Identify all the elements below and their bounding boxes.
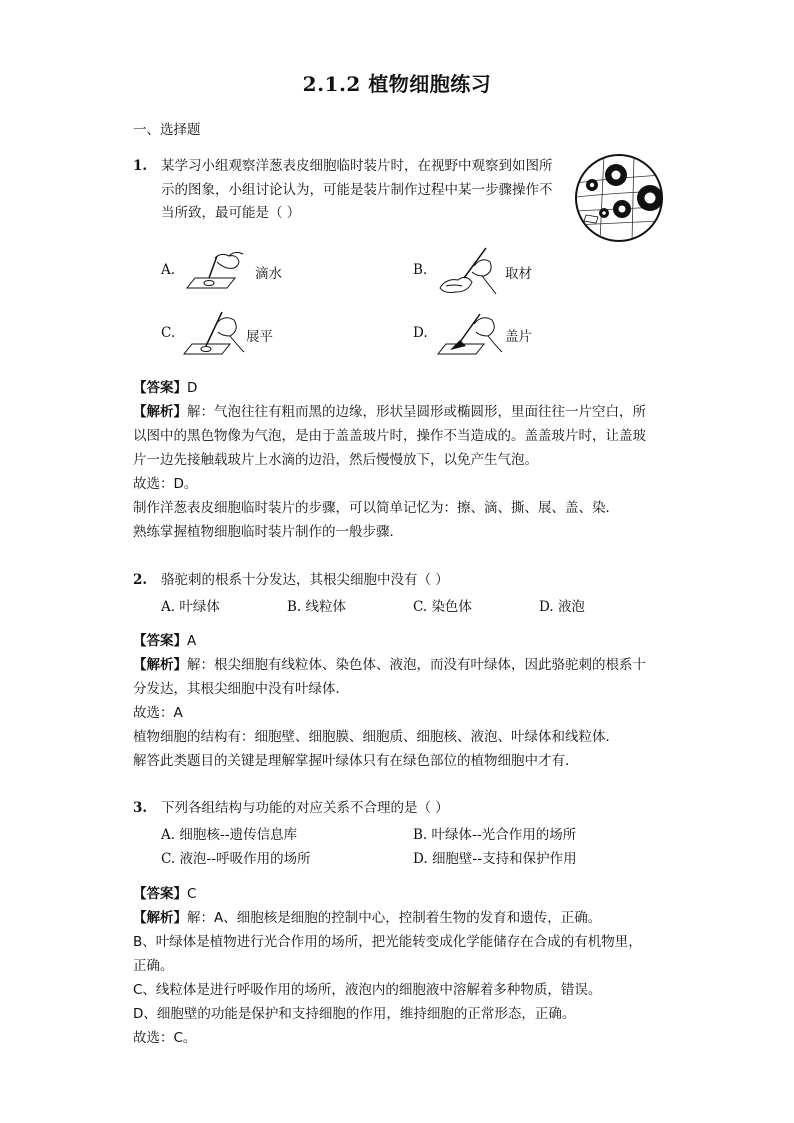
page-title: 2.1.2 植物细胞练习: [302, 72, 492, 96]
section-heading: 一、选择题: [133, 122, 201, 138]
answer-label: 【答案】: [133, 886, 187, 902]
question-3-number: 3.: [133, 800, 148, 816]
q2-analysis-line-3: 故选：A: [133, 705, 183, 721]
answer-label: 【答案】: [133, 380, 187, 396]
question-1-line-3: 当所致，最可能是（ ）: [161, 205, 301, 221]
covering-slip-figure: [436, 306, 506, 356]
question-1-number: 1.: [133, 158, 148, 174]
answer-value: D: [187, 380, 198, 396]
option-text: 细胞核--遗传信息库: [179, 827, 298, 843]
q1-analysis-line-4: 故选：D。: [133, 476, 198, 492]
question-1-line-1: 某学习小组观察洋葱表皮细胞临时装片时，在视野中观察到如图所: [161, 158, 553, 174]
q1-option-a-label: 滴水: [255, 266, 282, 282]
microscope-field-figure: [574, 153, 664, 243]
q1-option-b[interactable]: [413, 262, 427, 278]
q1-option-a[interactable]: [161, 262, 175, 278]
q3-answer: [133, 884, 196, 904]
q3-option-c[interactable]: [161, 847, 311, 867]
analysis-text: 解：气泡往往有粗而黑的边缘，形状呈圆形或椭圆形，里面往往一片空白，所: [187, 404, 646, 420]
q1-analysis-line-6: 熟练掌握植物细胞临时装片制作的一般步骤．: [133, 524, 403, 540]
q2-option-d[interactable]: [539, 595, 585, 615]
q3-option-a[interactable]: [161, 823, 297, 843]
q1-analysis-line-5: 制作洋葱表皮细胞临时装片的步骤，可以简单记忆为：擦、滴、撕、展、盖、染．: [133, 500, 619, 516]
option-letter: A.: [161, 827, 176, 843]
option-letter: C.: [161, 325, 176, 341]
analysis-text: 解：A、细胞核是细胞的控制中心，控制着生物的发育和遗传，正确。: [187, 910, 602, 926]
q1-option-c-label: 展平: [246, 329, 273, 345]
option-letter: B.: [413, 827, 428, 843]
analysis-label: 【解析】: [133, 910, 187, 926]
q1-option-b-label: 取材: [505, 266, 532, 282]
option-letter: D.: [413, 325, 428, 341]
analysis-label: 【解析】: [133, 404, 187, 420]
option-text: 染色体: [431, 599, 472, 615]
question-1-line-2: 示的图象，小组讨论认为，可能是装片制作过程中某一步骤操作不: [161, 182, 553, 198]
analysis-label: 【解析】: [133, 657, 187, 673]
q3-analysis-line-5: D、细胞壁的功能是保护和支持细胞的作用，维持细胞的正常形态，正确。: [133, 1006, 576, 1022]
q3-option-d[interactable]: [413, 847, 577, 867]
q3-analysis-line-6: 故选：C。: [133, 1030, 197, 1046]
option-letter: D.: [413, 851, 428, 867]
q3-analysis-line-4: C、线粒体是进行呼吸作用的场所，液泡内的细胞液中溶解着多种物质，错误。: [133, 982, 602, 998]
option-letter: B.: [287, 599, 302, 615]
q2-answer: [133, 631, 196, 651]
analysis-text: 解：根尖细胞有线粒体、染色体、液泡，而没有叶绿体，因此骆驼刺的根系十: [187, 657, 646, 673]
option-text: 液泡: [557, 599, 585, 615]
option-letter: C.: [413, 599, 428, 615]
option-letter: A.: [161, 262, 176, 278]
option-letter: D.: [539, 599, 554, 615]
question-2-text: 骆驼刺的根系十分发达，其根尖细胞中没有（ ）: [161, 572, 449, 588]
q2-analysis-line-1: [133, 655, 646, 675]
q2-analysis-line-2: 分发达，其根尖细胞中没有叶绿体．: [133, 681, 349, 697]
option-text: 线粒体: [305, 599, 347, 615]
q2-analysis-line-4: 植物细胞的结构有：细胞壁、细胞膜、细胞质、细胞核、液泡、叶绿体和线粒体．: [133, 729, 619, 745]
answer-label: 【答案】: [133, 633, 187, 649]
spreading-figure: [182, 306, 246, 356]
q3-analysis-line-1: [133, 908, 601, 928]
q1-option-d-label: 盖片: [505, 329, 532, 345]
taking-material-figure: [436, 242, 506, 298]
question-3-text: 下列各组结构与功能的对应关系不合理的是（ ）: [161, 800, 449, 816]
answer-value: C: [187, 886, 197, 902]
q1-analysis-line-3: 片一边先接触载玻片上水滴的边沿，然后慢慢放下，以免产生气泡。: [133, 452, 538, 468]
q1-option-c[interactable]: [161, 325, 175, 341]
q1-answer: [133, 378, 197, 398]
q3-analysis-line-2: B、叶绿体是植物进行光合作用的场所，把光能转变成化学能储存在合成的有机物里，: [133, 934, 642, 950]
question-2-number: 2.: [133, 572, 148, 588]
option-letter: B.: [413, 262, 428, 278]
option-letter: A.: [161, 599, 176, 615]
q2-option-b[interactable]: [287, 595, 346, 615]
q3-analysis-line-3: 正确。: [133, 958, 174, 974]
option-text: 叶绿体--光合作用的场所: [431, 827, 577, 843]
q2-option-c[interactable]: [413, 595, 472, 615]
q3-option-b[interactable]: [413, 823, 576, 843]
option-letter: C.: [161, 851, 176, 867]
option-text: 叶绿体: [179, 599, 220, 615]
q2-option-a[interactable]: [161, 595, 220, 615]
q1-option-d[interactable]: [413, 325, 428, 341]
q2-analysis-line-5: 解答此类题目的关键是理解掌握叶绿体只有在绿色部位的植物细胞中才有．: [133, 753, 579, 769]
option-text: 细胞壁--支持和保护作用: [431, 851, 577, 867]
dropping-water-figure: [185, 248, 255, 290]
q1-analysis-line-2: 以图中的黑色物像为气泡，是由于盖盖玻片时，操作不当造成的。盖盖玻片时，让盖玻: [133, 428, 646, 444]
q1-analysis-line-1: [133, 402, 646, 422]
option-text: 液泡--呼吸作用的场所: [179, 851, 311, 867]
answer-value: A: [187, 633, 197, 649]
